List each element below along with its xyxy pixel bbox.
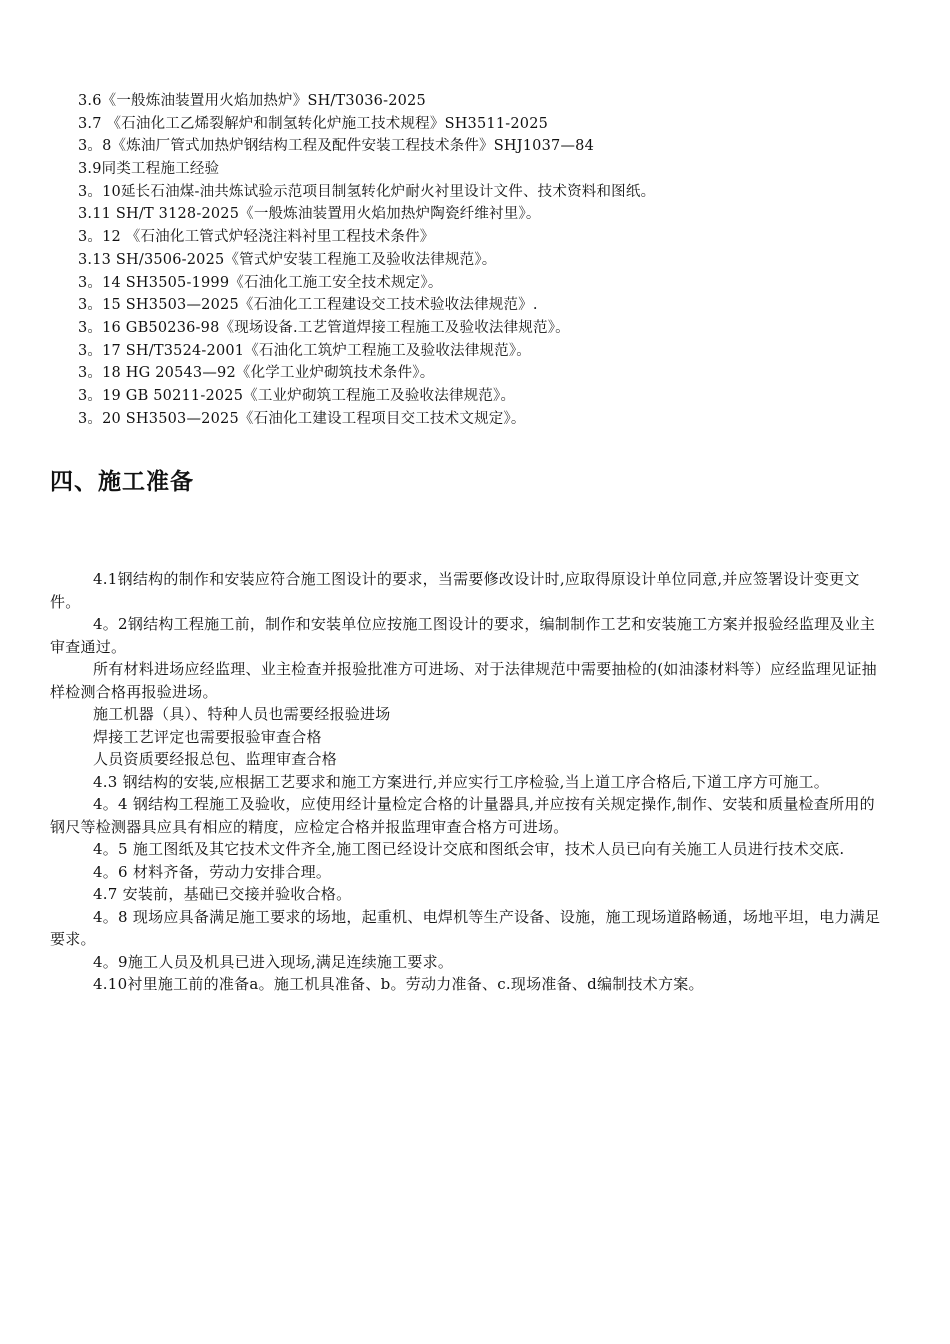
section-heading: 四、施工准备 [50,469,194,495]
paragraph: 4。8 现场应具备满足施工要求的场地，起重机、电焊机等生产设备、设施，施工现场道路畅通，场地平坦，电力满足要求。 [50,907,881,948]
reference-item: 3。20 SH3503—2025《石油化工建设工程项目交工技术文规定》。 [78,410,526,427]
reference-item: 3。19 GB 50211-2025《工业炉砌筑工程施工及验收法律规范》。 [78,387,516,404]
paragraph: 4。5 施工图纸及其它技术文件齐全,施工图已经设计交底和图纸会审，技术人员已向有关施工人员进行技术交底. [93,840,845,858]
paragraph: 4。4 钢结构工程施工及验收，应使用经计量检定合格的计量器具,并应按有关规定操作,制作、安装和质量检查所用的钢尺等检测器具应具有相应的精度，应检定合格并报监理审查合格方可进场。 [50,795,875,836]
reference-item: 3.9同类工程施工经验 [78,161,220,178]
reference-item: 3。18 HG 20543—92《化学工业炉砌筑技术条件》。 [78,365,435,382]
reference-item: 3.11 SH/T 3128-2025《一般炼油装置用火焰加热炉陶瓷纤维衬里》。 [78,206,541,223]
reference-item: 3.6《一般炼油装置用火焰加热炉》SH/T3036-2025 [78,93,426,109]
paragraph: 4。9施工人员及机具已进入现场,满足连续施工要求。 [93,952,454,971]
reference-item: 3.13 SH/3506-2025《管式炉安装工程施工及验收法律规范》。 [78,251,497,268]
reference-item: 3。12 《石油化工管式炉轻浇注料衬里工程技术条件》 [78,229,435,246]
paragraph: 施工机器（具）、特种人员也需要经报验进场 [93,705,391,723]
paragraph: 4.10衬里施工前的准备a。施工机具准备、b。劳动力准备、c.现场准备、d编制技术方案。 [93,975,704,993]
reference-item: 3.7 《石油化工乙烯裂解炉和制氢转化炉施工技术规程》SH3511-2025 [78,115,549,132]
paragraph: 4。2钢结构工程施工前，制作和安装单位应按施工图设计的要求，编制制作工艺和安装施工方案并报验经监理及业主审查通过。 [50,615,876,656]
paragraph: 焊接工艺评定也需要报验审查合格 [93,727,322,746]
reference-item: 3。10延长石油煤-油共炼试验示范项目制氢转化炉耐火衬里设计文件、技术资料和图纸。 [78,183,656,200]
reference-list [78,90,898,430]
reference-item: 3。14 SH3505-1999《石油化工施工安全技术规定》。 [78,274,443,291]
paragraph: 4.3 钢结构的安装,应根据工艺要求和施工方案进行,并应实行工序检验,当上道工序合格后,下道工序方可施工。 [93,772,829,791]
reference-item: 3。8《炼油厂管式加热炉钢结构工程及配件安装工程技术条件》SHJ1037—84 [78,138,594,155]
paragraph: 4。6 材料齐备，劳动力安排合理。 [93,862,332,881]
paragraph: 人员资质要经报总包、监理审查合格 [93,750,338,768]
paragraph: 4.7 安装前，基础已交接并验收合格。 [93,885,352,903]
section-body [50,568,890,996]
paragraph: 所有材料进场应经监理、业主检查并报验批准方可进场、对于法律规范中需要抽检的(如油漆材料等）应经监理见证抽样检测合格再报验进场。 [50,660,877,701]
paragraph: 4.1钢结构的制作和安装应符合施工图设计的要求，当需要修改设计时,应取得原设计单位同意,并应签署设计变更文件。 [50,570,860,611]
reference-item: 3。16 GB50236-98《现场设备.工艺管道焊接工程施工及验收法律规范》。 [78,319,570,336]
reference-item: 3。17 SH/T3524-2001《石油化工筑炉工程施工及验收法律规范》。 [78,342,531,359]
reference-item: 3。15 SH3503—2025《石油化工工程建设交工技术验收法律规范》. [78,297,538,314]
